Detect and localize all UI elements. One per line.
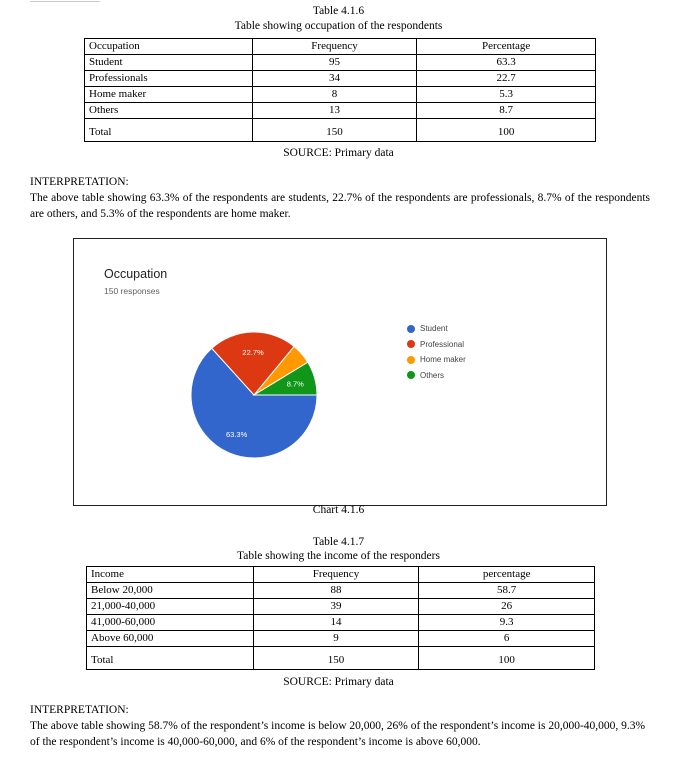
table-cell: Above 60,000	[87, 631, 254, 647]
table-cell: 95	[252, 55, 417, 71]
chart-caption: Chart 4.1.6	[312, 504, 365, 516]
table-cell: 100	[417, 119, 596, 142]
pie-slice-label: 63.3%	[225, 430, 248, 440]
legend-swatch-icon	[407, 340, 415, 348]
chart-subtitle: 150 responses	[104, 286, 160, 296]
table2-title: Table showing the income of the responders	[237, 550, 440, 562]
interpretation2-heading: INTERPRETATION:	[30, 704, 129, 716]
legend-swatch-icon	[407, 371, 415, 379]
table-cell: 9.3	[419, 615, 595, 631]
chart-legend	[407, 321, 466, 383]
table-row	[87, 599, 595, 615]
pie-chart	[74, 239, 606, 505]
legend-swatch-icon	[407, 325, 415, 333]
table-total-row	[85, 119, 596, 142]
interpretation1-text: The above table showing 63.3% of the respondents are students, 22.7% of the respondents are professionals, 8.7% of the respondents are others, and 5.3% of the respondents are home maker.	[30, 192, 650, 220]
legend-item	[407, 337, 466, 353]
legend-label: Others	[420, 370, 445, 380]
table1-title: Table showing occupation of the respondents	[234, 20, 443, 32]
table-row	[87, 583, 595, 599]
table1-source: SOURCE: Primary data	[283, 147, 394, 159]
legend-item	[407, 321, 466, 337]
table-cell: 63.3	[417, 55, 596, 71]
table-cell: Frequency	[252, 39, 417, 55]
table-row	[87, 631, 595, 647]
table-cell: Total	[87, 647, 254, 670]
table-total-row	[87, 647, 595, 670]
table-cell: 26	[419, 599, 595, 615]
table-row	[85, 71, 596, 87]
legend-item	[407, 352, 466, 368]
table-cell: 14	[253, 615, 419, 631]
table-row	[87, 615, 595, 631]
page-top-rule	[30, 1, 100, 2]
occupation-chart	[73, 238, 607, 506]
table-cell: Others	[85, 103, 253, 119]
table-cell: Home maker	[85, 87, 253, 103]
pie-slice-label: 22.7%	[242, 348, 264, 358]
legend-swatch-icon	[407, 356, 415, 364]
legend-item	[407, 368, 466, 384]
table1-number: Table 4.1.6	[312, 5, 365, 17]
table-cell: 5.3	[417, 87, 596, 103]
table-cell: Occupation	[85, 39, 253, 55]
table-cell: 58.7	[419, 583, 595, 599]
table-cell: Percentage	[417, 39, 596, 55]
table-cell: 150	[252, 119, 417, 142]
interpretation2-text: The above table showing 58.7% of the respondent’s income is below 20,000, 26% of the respondent’s income is 20,000-40,000, 9.3% of the respondent’s income is 40,000-60,000, and 6% of the respondent’s income is above 60,000.	[30, 720, 646, 748]
table2-source: SOURCE: Primary data	[283, 676, 394, 688]
table-cell: 100	[419, 647, 595, 670]
table-cell: Professionals	[85, 71, 253, 87]
table-cell: 8	[252, 87, 417, 103]
table-row	[85, 55, 596, 71]
table-cell: 6	[419, 631, 595, 647]
chart-title: Occupation	[104, 267, 168, 281]
table-cell: 39	[253, 599, 419, 615]
income-table	[86, 566, 595, 670]
occupation-table	[84, 38, 596, 142]
table-cell: 150	[253, 647, 419, 670]
table-header-row	[85, 39, 596, 55]
table-cell: 22.7	[417, 71, 596, 87]
table-cell: 21,000-40,000	[87, 599, 254, 615]
table-header-row	[87, 567, 595, 583]
table-cell: Income	[87, 567, 254, 583]
table-cell: percentage	[419, 567, 595, 583]
table-cell: 41,000-60,000	[87, 615, 254, 631]
table-cell: Total	[85, 119, 253, 142]
interpretation1-heading: INTERPRETATION:	[30, 176, 129, 188]
legend-label: Professional	[420, 339, 465, 349]
table-row	[85, 103, 596, 119]
table2-number: Table 4.1.7	[312, 536, 365, 548]
table-cell: 88	[253, 583, 419, 599]
table-cell: 34	[252, 71, 417, 87]
legend-label: Home maker	[420, 355, 466, 365]
table-cell: Student	[85, 55, 253, 71]
pie-slice-label: 8.7%	[286, 379, 304, 389]
legend-label: Student	[420, 324, 448, 334]
table-row	[85, 87, 596, 103]
table-cell: 8.7	[417, 103, 596, 119]
table-cell: Below 20,000	[87, 583, 254, 599]
table-cell: 9	[253, 631, 419, 647]
table-cell: 13	[252, 103, 417, 119]
table-cell: Frequency	[253, 567, 419, 583]
